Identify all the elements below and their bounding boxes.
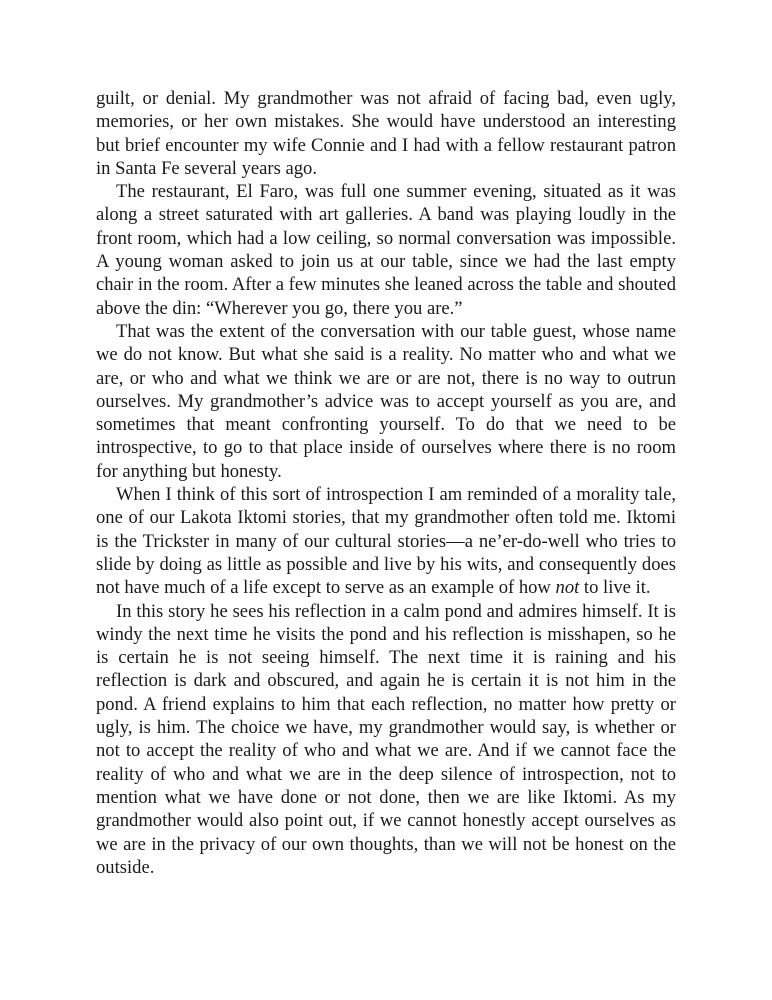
paragraph-text: to live it. — [579, 577, 651, 599]
paragraph: guilt, or denial. My grandmother was not afraid of facing bad, even ugly, memories, or her own mistakes. She would have understood an interesting but brief encounter my wife Connie and I had with a fellow restaurant patron in Santa Fe several years ago. — [96, 88, 676, 179]
emphasis-text: not — [555, 577, 580, 599]
paragraph: The restaurant, El Faro, was full one summer evening, situated as it was along a street saturated with art galleries. A band was playing loudly in the front room, which had a low ceiling, so normal conversation was impossible. A young woman asked to join us at our table, since we had the last empty chair in the room. After a few minutes she leaned across the table and shouted above the din: “Wherever you go, there you are.” — [96, 181, 676, 319]
book-page-text — [96, 87, 676, 879]
paragraph — [96, 483, 676, 599]
paragraph: In this story he sees his reflection in a calm pond and admires himself. It is windy the next time he visits the pond and his reflection is misshapen, so he is certain he is not seeing himself. The next time it is raining and his reflection is dark and obscured, and again he is certain it is not him in the pond. A friend explains to him that each reflection, no matter how pretty or ugly, is him. The choice we have, my grandmother would say, is whether or not to accept the reality of who and what we are. And if we cannot face the reality of who and what we are in the deep silence of introspection, not to mention what we have done or not done, then we are like Iktomi. As my grandmother would also point out, if we cannot honestly accept ourselves as we are in the privacy of our own thoughts, than we will not be honest on the outside. — [96, 600, 676, 878]
paragraph-text: When I think of this sort of introspection I am reminded of a morality tale, one of our Lakota Iktomi stories, that my grandmother often told me. Iktomi is the Trickster in many of our cultural stories—a ne’er-do-well who tries to slide by doing as little as possible and live by his wits, and consequently does not have much of a life except to serve as an example of how — [96, 484, 676, 599]
paragraph: That was the extent of the conversation with our table guest, whose name we do not know. But what she said is a reality. No matter who and what we are, or who and what we think we are or are not, there is no way to outrun ourselves. My grandmother’s advice was to accept yourself as you are, and sometimes that meant confronting yourself. To do that we need to be introspective, to go to that place inside of ourselves where there is no room for anything but honesty. — [96, 320, 676, 482]
